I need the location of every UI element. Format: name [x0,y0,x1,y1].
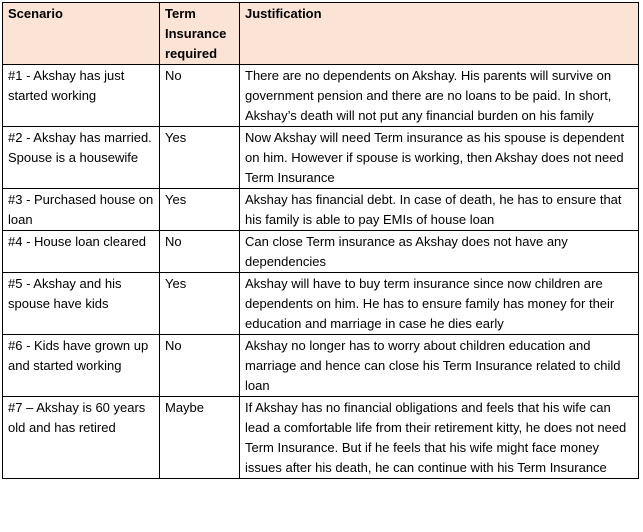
header-term-insurance-required: Term Insurance required [160,3,240,65]
header-justification: Justification [240,3,639,65]
scenario-cell: #6 - Kids have grown up and started working [3,335,160,397]
scenario-cell: #7 – Akshay is 60 years old and has retired [3,397,160,479]
required-cell: Yes [160,273,240,335]
required-cell: Yes [160,189,240,231]
justification-cell: Can close Term insurance as Akshay does not have any dependencies [240,231,639,273]
table-row [3,127,639,189]
required-cell: Yes [160,127,240,189]
required-cell: No [160,65,240,127]
header-row [3,3,639,65]
scenario-cell: #1 - Akshay has just started working [3,65,160,127]
table-row [3,335,639,397]
justification-cell: Akshay no longer has to worry about children education and marriage and hence can close his Term Insurance related to child loan [240,335,639,397]
table-row [3,231,639,273]
scenario-cell: #2 - Akshay has married. Spouse is a housewife [3,127,160,189]
header-scenario: Scenario [3,3,160,65]
required-cell: No [160,335,240,397]
required-cell: No [160,231,240,273]
justification-cell: Akshay will have to buy term insurance since now children are dependents on him. He has to ensure family has money for their education and marriage in case he dies early [240,273,639,335]
table-row [3,397,639,479]
scenario-cell: #3 - Purchased house on loan [3,189,160,231]
table-row [3,189,639,231]
scenario-table [2,2,639,479]
table-row [3,273,639,335]
scenario-cell: #5 - Akshay and his spouse have kids [3,273,160,335]
justification-cell: If Akshay has no financial obligations and feels that his wife can lead a comfortable life from their retirement kitty, he does not need Term Insurance. But if he feels that his wife might face money issues after his death, he can continue with his Term Insurance [240,397,639,479]
required-cell: Maybe [160,397,240,479]
scenario-cell: #4 - House loan cleared [3,231,160,273]
justification-cell: Akshay has financial debt. In case of death, he has to ensure that his family is able to pay EMIs of house loan [240,189,639,231]
table-row [3,65,639,127]
justification-cell: Now Akshay will need Term insurance as his spouse is dependent on him. However if spouse is working, then Akshay does not need Term Insurance [240,127,639,189]
justification-cell: There are no dependents on Akshay. His parents will survive on government pension and there are no loans to be paid. In short, Akshay’s death will not put any financial burden on his family [240,65,639,127]
